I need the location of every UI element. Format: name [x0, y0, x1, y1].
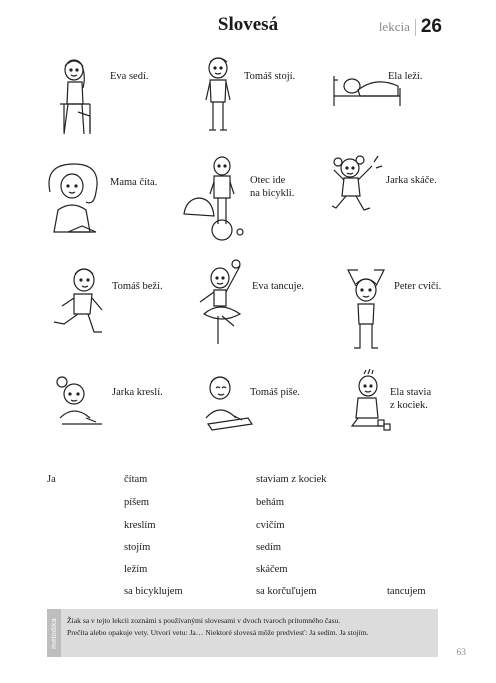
scene-jarka-draws	[42, 368, 182, 468]
girl-jumping-icon	[330, 152, 390, 222]
page-number: 63	[456, 648, 466, 658]
girl-dancing-icon	[196, 258, 252, 350]
methodology-line: Žiak sa v tejto lekcii zoznámi s používanými slovesami v dvoch tvaroch prítomného času.	[67, 616, 341, 625]
boy-running-icon	[42, 262, 112, 342]
page-title: Slovesá	[217, 14, 279, 35]
lesson-label: lekcia	[378, 19, 410, 34]
methodology-tab	[47, 609, 61, 657]
scene-caption: Ela leží.	[388, 71, 423, 82]
scene-ela-lies	[328, 52, 468, 152]
scene-tomas-stands	[200, 52, 340, 152]
scene-caption: Jarka kreslí.	[112, 387, 163, 398]
verb-cell: cvičím	[256, 520, 285, 531]
verb-cell: sa bicyklujem	[124, 586, 183, 597]
boy-standing-icon	[200, 52, 240, 142]
lesson-number: 26	[420, 16, 442, 37]
verb-cell: čítam	[124, 474, 148, 485]
scene-jarka-jumps	[330, 152, 470, 252]
verb-cell: behám	[256, 497, 284, 508]
verb-cell: ležím	[124, 564, 148, 575]
methodology-tab-label: metodika	[50, 617, 58, 649]
scene-tomas-writes	[198, 368, 338, 468]
scene-caption: Tomáš stojí.	[244, 71, 296, 82]
verb-cell: staviam z kociek	[256, 474, 327, 485]
scene-dad-cycles	[180, 152, 320, 252]
scene-caption: Tomáš beží.	[112, 281, 163, 292]
boy-exercising-icon	[336, 262, 396, 354]
girl-sitting-on-chair-icon	[50, 52, 110, 142]
scene-caption: Peter cvičí.	[394, 281, 442, 292]
child-building-blocks-icon	[346, 368, 394, 438]
scene-caption: Mama číta.	[110, 177, 158, 188]
verb-cell: stojím	[124, 542, 151, 553]
girl-drawing-icon	[42, 368, 108, 438]
methodology-text	[61, 609, 375, 657]
scene-caption: Eva sedí.	[110, 71, 149, 82]
verb-cell: skáčem	[256, 564, 288, 575]
verb-cell: kreslím	[124, 520, 156, 531]
scene-peter-exercises	[336, 262, 476, 362]
scene-eva-sits	[50, 52, 190, 152]
scene-caption: Ela stavia z kociek.	[390, 387, 432, 411]
scene-mom-reads	[40, 158, 180, 258]
verb-cell: sedím	[256, 542, 282, 553]
verb-cell: tancujem	[387, 586, 426, 597]
verb-cell: sa korčuľujem	[256, 586, 317, 597]
lesson-indicator	[379, 16, 442, 38]
verb-cell: píšem	[124, 497, 150, 508]
scene-eva-dances	[196, 258, 336, 358]
scene-ela-builds	[346, 368, 486, 468]
scene-tomas-runs	[42, 262, 182, 362]
scene-caption: Otec ide na bicykli.	[250, 175, 295, 199]
boy-writing-icon	[198, 368, 258, 438]
man-riding-bicycle-icon	[180, 152, 250, 244]
scene-caption: Eva tancuje.	[252, 281, 304, 292]
scene-caption: Tomáš píše.	[250, 387, 301, 398]
pronoun-label: Ja	[47, 474, 56, 485]
lesson-divider	[415, 19, 416, 36]
scene-caption: Jarka skáče.	[386, 175, 437, 186]
methodology-note	[47, 609, 438, 657]
woman-reading-book-icon	[40, 158, 110, 246]
methodology-line: Prečíta alebo opakuje vety. Utvorí vetu: Ja… Niektoré slovesá môže predviesť: Ja sedím. Ja stojím.	[67, 628, 369, 637]
